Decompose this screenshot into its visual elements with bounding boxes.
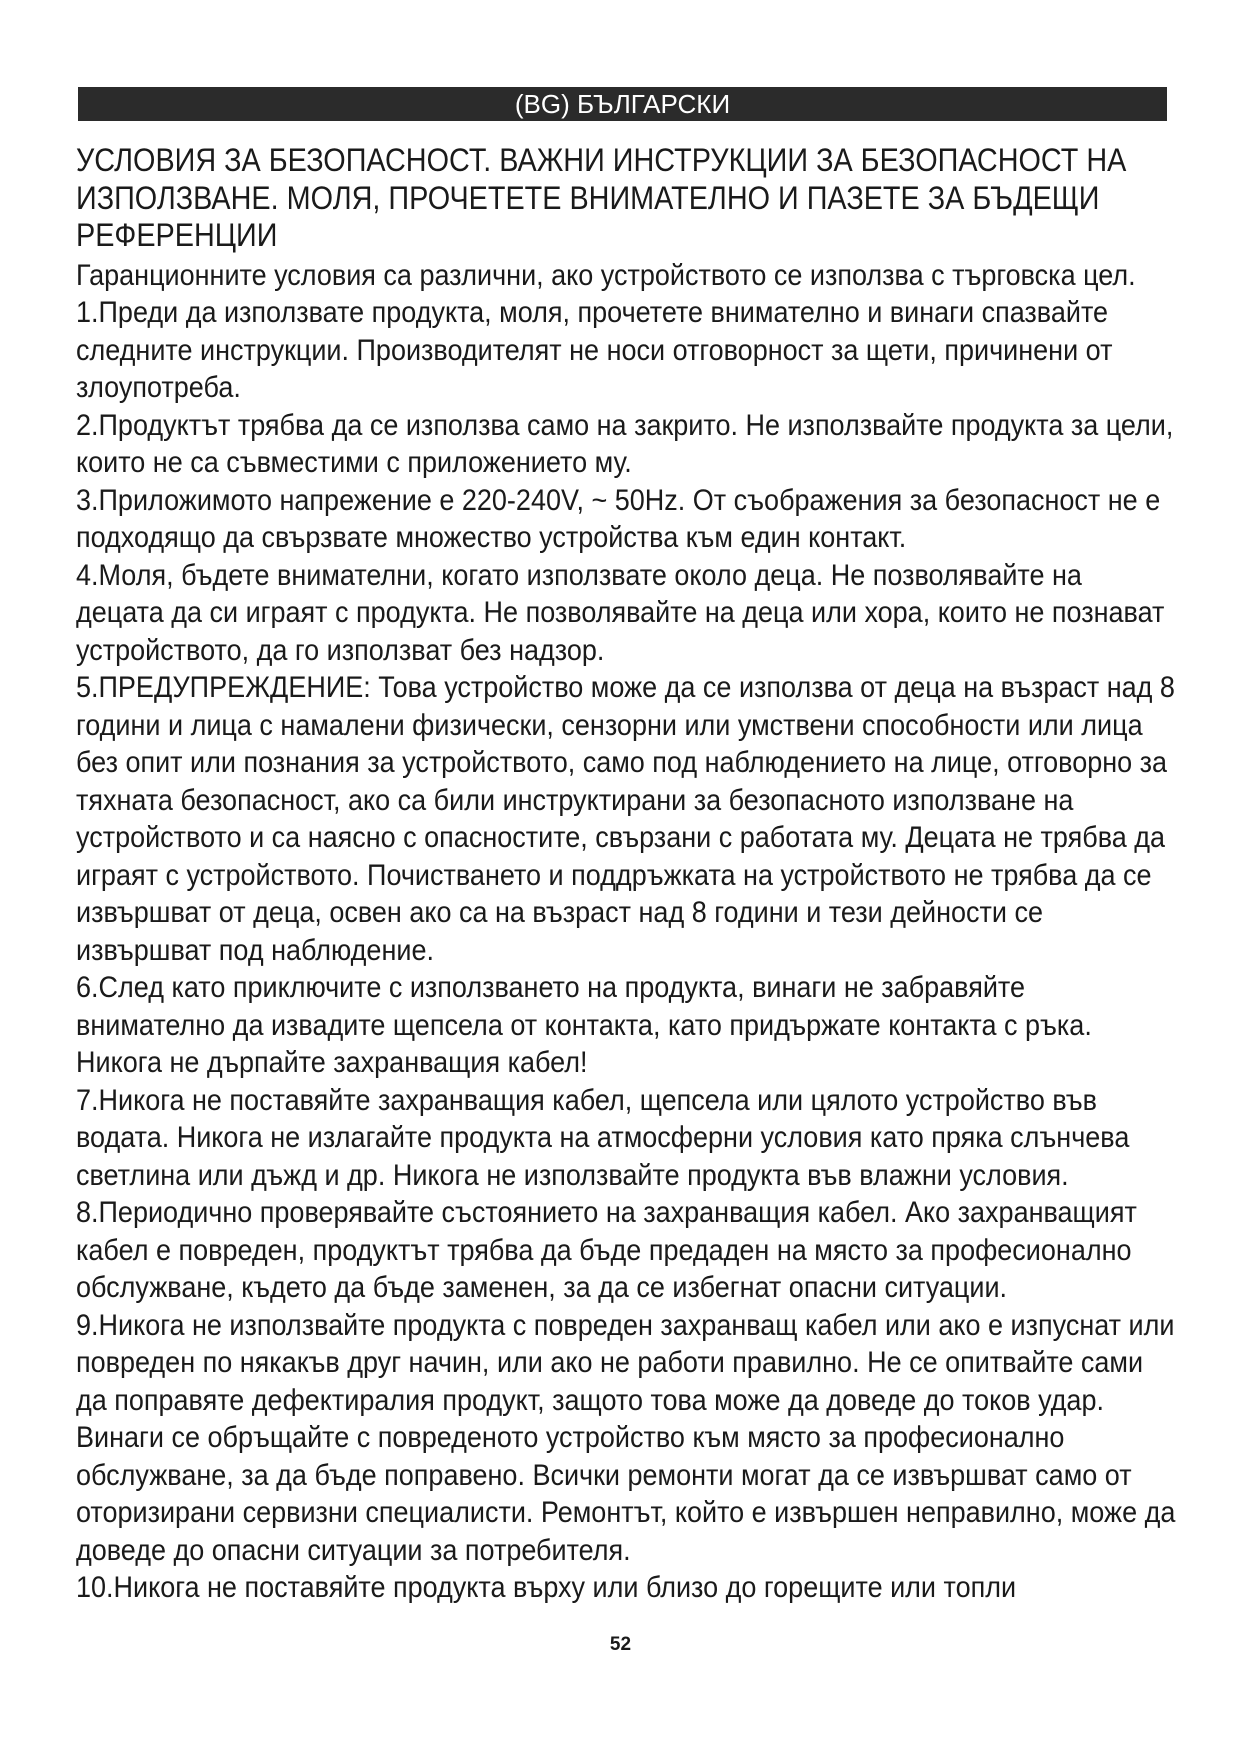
safety-title: УСЛОВИЯ ЗА БЕЗОПАСНОСТ. ВАЖНИ ИНСТРУКЦИИ ЗА БЕЗОПАСНОСТ НА ИЗПОЛЗВАНЕ. МОЛЯ, ПРОЧЕТЕТЕ ВНИМАТЕЛНО И ПАЗЕТЕ ЗА БЪДЕЩИ РЕФЕРЕНЦИИ [76, 142, 1127, 253]
instruction-item-4: 4.Моля, бъдете внимателни, когато използвате около деца. Не позволявайте на децата да си играят с продукта. Не позволявайте на деца или хора, които не познават устройството, да го използват без надзор. [76, 558, 1165, 667]
instruction-item-1: 1.Преди да използвате продукта, моля, прочетете внимателно и винаги спазвайте следните инструкции. Производителят не носи отговорност за щети, причинени от злоупотреба. [76, 296, 1113, 404]
instruction-item-6: 6.След като приключите с използването на продукта, винаги не забравяйте внимателно да извадите щепсела от контакта, като придържате контакта с ръка. Никога не дърпайте захранващия кабел! [76, 971, 1092, 1079]
instruction-item-7: 7.Никога не поставяйте захранващия кабел, щепсела или цялото устройство във водата. Никога не излагайте продукта на атмосферни условия като пряка слънчева светлина или дъжд и др. Никога не използвайте продукта във влажни условия. [76, 1083, 1130, 1192]
instruction-item-8: 8.Периодично проверявайте състоянието на захранващия кабел. Ако захранващият кабел е повреден, продуктът трябва да бъде предаден на място за професионално обслужване, където да бъде заменен, за да се избегнат опасни ситуации. [76, 1196, 1137, 1304]
instruction-item-5: 5.ПРЕДУПРЕЖДЕНИЕ: Това устройство може да се използва от деца на възраст над 8 години и лица с намалени физически, сензорни или умствени способности или лица без опит или познания за устройството, само под наблюдението на лице, отговорно за тяхната безопасност, ако са били инструктирани за безопасното използване на устройството и са наясно с опасностите, свързани с работата му. Децата не трябва да играят с устройството. Почистването и поддръжката на устройството не трябва да се извършват от деца, освен ако са на възраст над 8 години и тези дейности се извършват под наблюдение. [76, 671, 1175, 967]
instruction-item-3: 3.Приложимото напрежение е 220-240V, ~ 50Hz. От съображения за безопасност не е подходящо да свързвате множество устройства към един контакт. [76, 483, 1161, 554]
document-content [76, 142, 1176, 1607]
instruction-item-10: 10.Никога не поставяйте продукта върху или близо до горещите или топли [76, 1571, 1017, 1604]
instruction-item-9: 9.Никога не използвайте продукта с повреден захранващ кабел или ако е изпуснат или повреден по някакъв друг начин, или ако не работи правилно. Не се опитвайте сами да поправяте дефектиралия продукт, защото това може да доведе до токов удар. Винаги се обръщайте с повреденото устройство към място за професионално обслужване, за да бъде поправено. Всички ремонти могат да се извършват само от оторизирани сервизни специалисти. Ремонтът, който е извършен неправилно, може да доведе до опасни ситуации за потребителя. [76, 1308, 1176, 1567]
safety-instructions [76, 257, 1176, 1607]
language-header-bar [78, 87, 1167, 121]
page-number: 52 [609, 1634, 632, 1655]
instruction-item-2: 2.Продуктът трябва да се използва само на закрито. Не използвайте продукта за цели, които не са съвместими с приложението му. [76, 408, 1174, 479]
warranty-note: Гаранционните условия са различни, ако устройството се използва с търговска цел. [76, 258, 1136, 292]
language-label: (BG) БЪЛГАРСКИ [514, 89, 731, 119]
